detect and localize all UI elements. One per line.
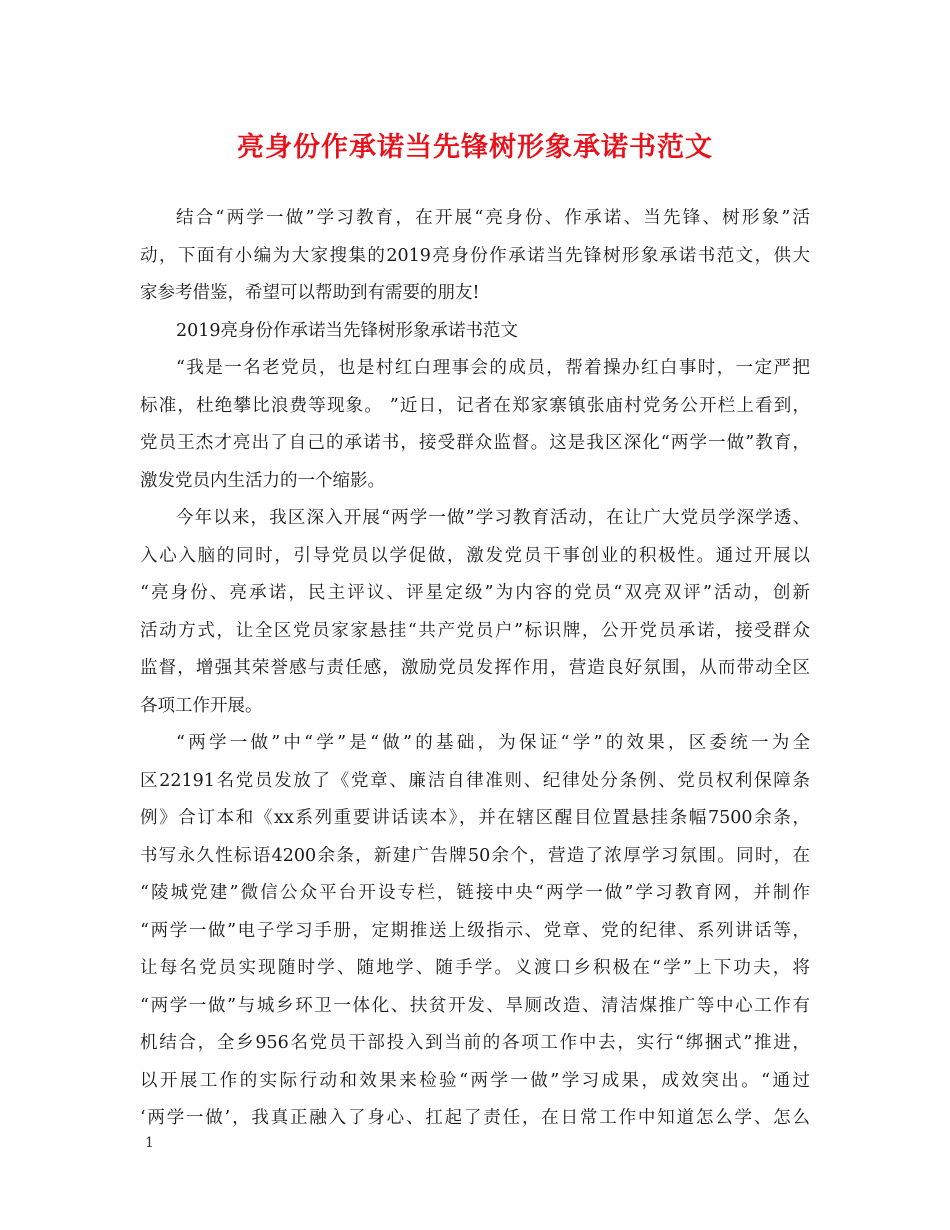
document-title: 亮身份作承诺当先锋树形象承诺书范文 (237, 132, 713, 163)
paragraph-line: 书写永久性标语4200余条，新建广告牌50余个，营造了浓厚学习氛围。同时，在 (140, 845, 810, 866)
page-number: 1 (145, 1135, 154, 1151)
paragraph-line: 入心入脑的同时，引导党员以学促做，激发党员干事创业的积极性。通过开展以 (140, 545, 810, 566)
paragraph-line: 以开展工作的实际行动和效果来检验“两学一做”学习成果，成效突出。“通过 (140, 1070, 810, 1091)
paragraph-line: 结合“两学一做”学习教育，在开展“亮身份、作承诺、当先锋、树形象”活 (176, 208, 810, 228)
paragraph-line: “陵城党建”微信公众平台开设专栏，链接中央“两学一做”学习教育网，并制作 (140, 883, 810, 903)
paragraph-line: 激发党员内生活力的一个缩影。 (140, 470, 385, 491)
paragraph-line: 让每名党员实现随时学、随地学、随手学。义渡口乡积极在“学”上下功夫，将 (140, 958, 810, 978)
paragraph-line: 机结合，全乡956名党员干部投入到当前的各项工作中去，实行“绑捆式”推进， (140, 1033, 810, 1053)
paragraph-line: “亮身份、亮承诺，民主评议、评星定级”为内容的党员“双亮双评”活动，创新 (140, 583, 810, 603)
paragraph-line: “两学一做”中“学”是“做”的基础，为保证“学”的效果，区委统一为全 (176, 733, 810, 753)
paragraph-line: 例》合订本和《xx系列重要讲话读本》，并在辖区醒目位置悬挂条幅7500余条， (140, 808, 810, 828)
paragraph-line: ‘两学一做’，我真正融入了身心、扛起了责任，在日常工作中知道怎么学、怎么 (140, 1108, 810, 1128)
paragraph-line: 监督，增强其荣誉感与责任感，激励党员发挥作用，营造良好氛围，从而带动全区 (140, 658, 810, 678)
paragraph-line: “两学一做”电子学习手册，定期推送上级指示、党章、党的纪律、系列讲话等， (140, 920, 810, 941)
paragraph-line: 区22191名党员发放了《党章、廉洁自律准则、纪律处分条例、党员权利保障条 (140, 770, 810, 791)
paragraph-line: 动，下面有小编为大家搜集的2019亮身份作承诺当先锋树形象承诺书范文，供大 (140, 245, 810, 266)
paragraph-line: 家参考借鉴，希望可以帮助到有需要的朋友! (140, 283, 480, 303)
paragraph-line: 党员王杰才亮出了自己的承诺书，接受群众监督。这是我区深化“两学一做”教育， (140, 433, 810, 453)
paragraph-line: “我是一名老党员，也是村红白理事会的成员，帮着操办红白事时，一定严把 (176, 358, 810, 378)
document-body (140, 200, 810, 1138)
paragraph-line: 活动方式，让全区党员家家悬挂“共产党员户”标识牌，公开党员承诺，接受群众 (140, 620, 810, 641)
paragraph-line: 各项工作开展。 (140, 695, 263, 716)
paragraph-line: 标准，杜绝攀比浪费等现象。 ”近日，记者在郑家寨镇张庙村党务公开栏上看到， (140, 395, 810, 416)
section-heading: 2019亮身份作承诺当先锋树形象承诺书范文 (176, 320, 519, 341)
paragraph-line: 今年以来，我区深入开展“两学一做”学习教育活动，在让广大党员学深学透、 (176, 508, 810, 528)
paragraph-line: “两学一做”与城乡环卫一体化、扶贫开发、旱厕改造、清洁煤推广等中心工作有 (140, 995, 810, 1016)
